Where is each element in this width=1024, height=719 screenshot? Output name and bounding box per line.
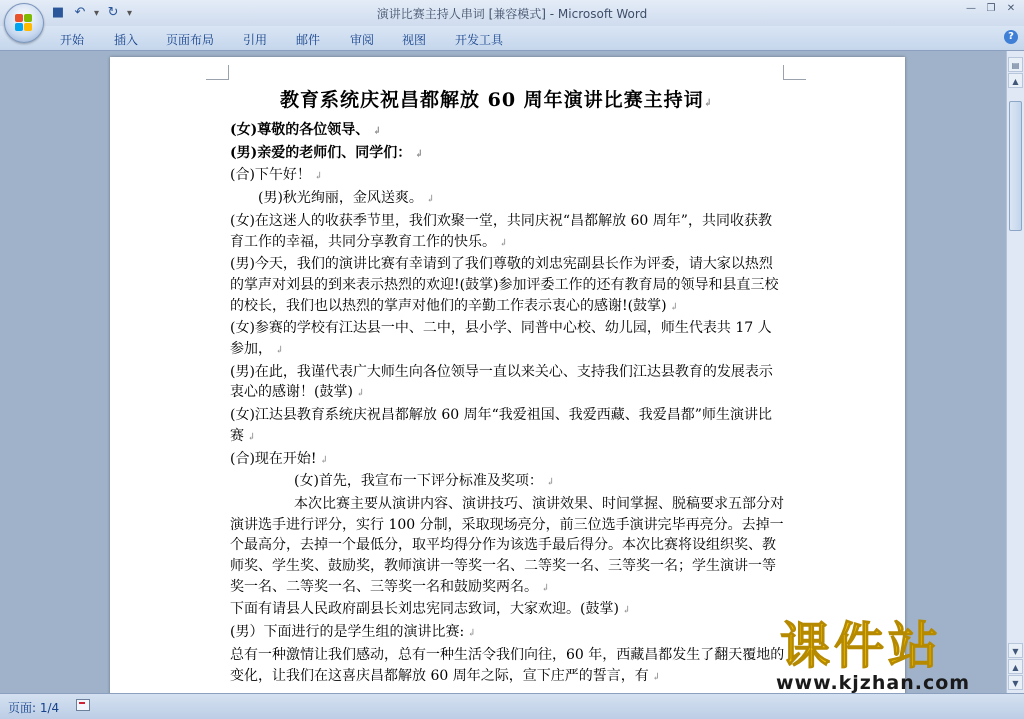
- document-paragraph[interactable]: (合)现在开始! ↲: [230, 450, 329, 467]
- paragraph-mark-icon: ↲: [648, 671, 661, 683]
- restore-icon[interactable]: ❐: [986, 3, 996, 14]
- document-page[interactable]: [110, 57, 905, 693]
- undo-dropdown-icon[interactable]: ▾: [94, 7, 100, 19]
- previous-page-icon[interactable]: ▲: [1008, 659, 1023, 674]
- ruler-toggle-icon[interactable]: ▤: [1008, 57, 1023, 72]
- document-paragraph[interactable]: 总有一种激情让我们感动，总有一种生活令我们向往，60 年，西藏昌都发生了翻天覆地的变化，让我们在这喜庆昌都解放 60 周年之际，宣下庄严的誓言，有 ↲: [230, 646, 785, 684]
- vertical-scrollbar[interactable]: [1006, 51, 1024, 693]
- close-icon[interactable]: ✕: [1006, 3, 1016, 14]
- paragraph-mark-icon: ↲: [369, 126, 382, 137]
- watermark-url: www.kjzhan.com: [776, 672, 971, 694]
- office-button[interactable]: [4, 3, 44, 43]
- tab-references[interactable]: 引用: [243, 33, 268, 47]
- tab-view[interactable]: 视图: [402, 33, 427, 47]
- document-paragraph[interactable]: (女)首先，我宣布一下评分标准及奖项： ↲: [294, 473, 555, 490]
- tab-page-layout[interactable]: 页面布局: [166, 33, 215, 47]
- paragraph-mark-icon: ↲: [538, 582, 550, 594]
- scroll-up-icon[interactable]: ▲: [1008, 73, 1023, 88]
- watermark-logo: [776, 618, 1024, 694]
- document-paragraph[interactable]: (女)在这迷人的收获季节里，我们欢聚一堂，共同庆祝“昌都解放 60 周年”，共同收获教育工作的幸福，共同分享教育工作的快乐。 ↲: [230, 212, 772, 250]
- watermark-main-text: 课件站: [780, 617, 942, 675]
- paragraph-mark-icon: ↲: [496, 237, 508, 249]
- page-count[interactable]: 页面: 1/4: [8, 701, 60, 715]
- document-area[interactable]: [0, 51, 1007, 693]
- status-bar: [0, 693, 1024, 719]
- paragraph-mark-icon: ↲: [411, 148, 424, 160]
- scroll-down-icon[interactable]: ▼: [1008, 643, 1023, 658]
- document-body[interactable]: [230, 120, 785, 688]
- document-paragraph[interactable]: (女)参赛的学校有江达县一中、二中，县小学、同普中心校、幼儿园，师生代表共 17 人参加， ↲: [230, 320, 772, 358]
- tab-review[interactable]: 审阅: [350, 33, 375, 47]
- document-paragraph[interactable]: 下面有请县人民政府副县长刘忠宪同志致词，大家欢迎。(鼓掌) ↲: [230, 601, 631, 618]
- paragraph-mark-icon: ↲: [542, 477, 555, 489]
- document-paragraph[interactable]: (男)在此，我谨代表广大师生向各位领导一直以来关心、支持我们江达县教育的发展表示衷心的感谢！(鼓掌) ↲: [230, 363, 773, 401]
- document-title: 教育系统庆祝昌都解放 60 周年演讲比赛主持词↲: [280, 89, 714, 111]
- paragraph-mark-icon: ↲: [352, 388, 365, 400]
- tab-home[interactable]: 开始: [60, 33, 85, 47]
- title-bar: [0, 0, 1024, 26]
- next-page-icon[interactable]: ▼: [1008, 675, 1023, 690]
- paragraph-mark-icon: ↲: [272, 345, 284, 357]
- paragraph-mark-icon: ↲: [618, 605, 631, 617]
- tab-developer[interactable]: 开发工具: [455, 33, 504, 47]
- help-icon[interactable]: ?: [1004, 30, 1018, 44]
- document-paragraph[interactable]: (男)秋光绚丽，金风送爽。 ↲: [258, 190, 435, 207]
- paragraph-mark-icon: ↲: [316, 454, 329, 466]
- document-paragraph[interactable]: (合)下午好！ ↲: [230, 167, 323, 184]
- tab-insert[interactable]: 插入: [114, 33, 139, 47]
- margin-corner-right: [783, 65, 806, 80]
- tab-mailings[interactable]: 邮件: [296, 33, 321, 47]
- document-paragraph[interactable]: (男)亲爱的老师们、同学们： ↲: [230, 144, 424, 161]
- undo-icon[interactable]: ↶: [74, 5, 86, 20]
- margin-corner-left: [206, 65, 229, 80]
- paragraph-mark-icon: ↲: [666, 301, 679, 313]
- redo-icon[interactable]: ↻: [107, 5, 119, 20]
- customize-toolbar-icon[interactable]: ▾: [127, 7, 133, 19]
- document-paragraph[interactable]: 本次比赛主要从演讲内容、演讲技巧、演讲效果、时间掌握、脱稿要求五部分对演讲选手进行评分，实行 100 分制，采取现场亮分，前三位选手演讲完毕再亮分。去掉一个最高分，去掉一个最低分，取平均得分作为该选手最后得分。本次比赛将设组织奖、教师奖、学生奖、鼓励奖，教师演讲一等奖一名、二等奖一名、三等奖一名；学生演讲一等奖一名、二等奖一名、三等奖一名和鼓励奖两名。 ↲: [230, 495, 784, 595]
- window-title: 演讲比赛主持人串词 [兼容模式] - Microsoft Word: [376, 7, 648, 21]
- paragraph-mark-icon: ↲: [244, 431, 256, 443]
- paragraph-mark-icon: ↲: [310, 171, 323, 183]
- window-controls: [962, 2, 1020, 16]
- scroll-thumb[interactable]: [1009, 101, 1022, 231]
- ribbon-tabs: [0, 26, 1024, 51]
- paragraph-mark-icon: ↲: [464, 628, 476, 640]
- document-paragraph[interactable]: (男）下面进行的是学生组的演讲比赛: ↲: [230, 624, 476, 641]
- document-paragraph[interactable]: (男)今天，我们的演讲比赛有幸请到了我们尊敬的刘忠宪副县长作为评委，请大家以热烈的掌声对刘县的到来表示热烈的欢迎!(鼓掌)参加评委工作的还有教育局的领导和县直三校的校长，我们也以热烈的掌声对他们的辛勤工作表示衷心的感谢!(鼓掌) ↲: [230, 256, 779, 314]
- minimize-icon[interactable]: —: [966, 3, 976, 14]
- proofing-icon[interactable]: [76, 699, 90, 711]
- paragraph-mark-icon: ↲: [422, 194, 435, 206]
- document-paragraph[interactable]: (女)尊敬的各位领导、 ↲: [230, 122, 382, 138]
- office-logo-icon: [15, 14, 33, 32]
- save-icon[interactable]: ■: [51, 5, 65, 20]
- document-paragraph[interactable]: (女)江达县教育系统庆祝昌都解放 60 周年“我爱祖国、我爱西藏、我爱昌都”师生演讲比赛 ↲: [230, 407, 772, 444]
